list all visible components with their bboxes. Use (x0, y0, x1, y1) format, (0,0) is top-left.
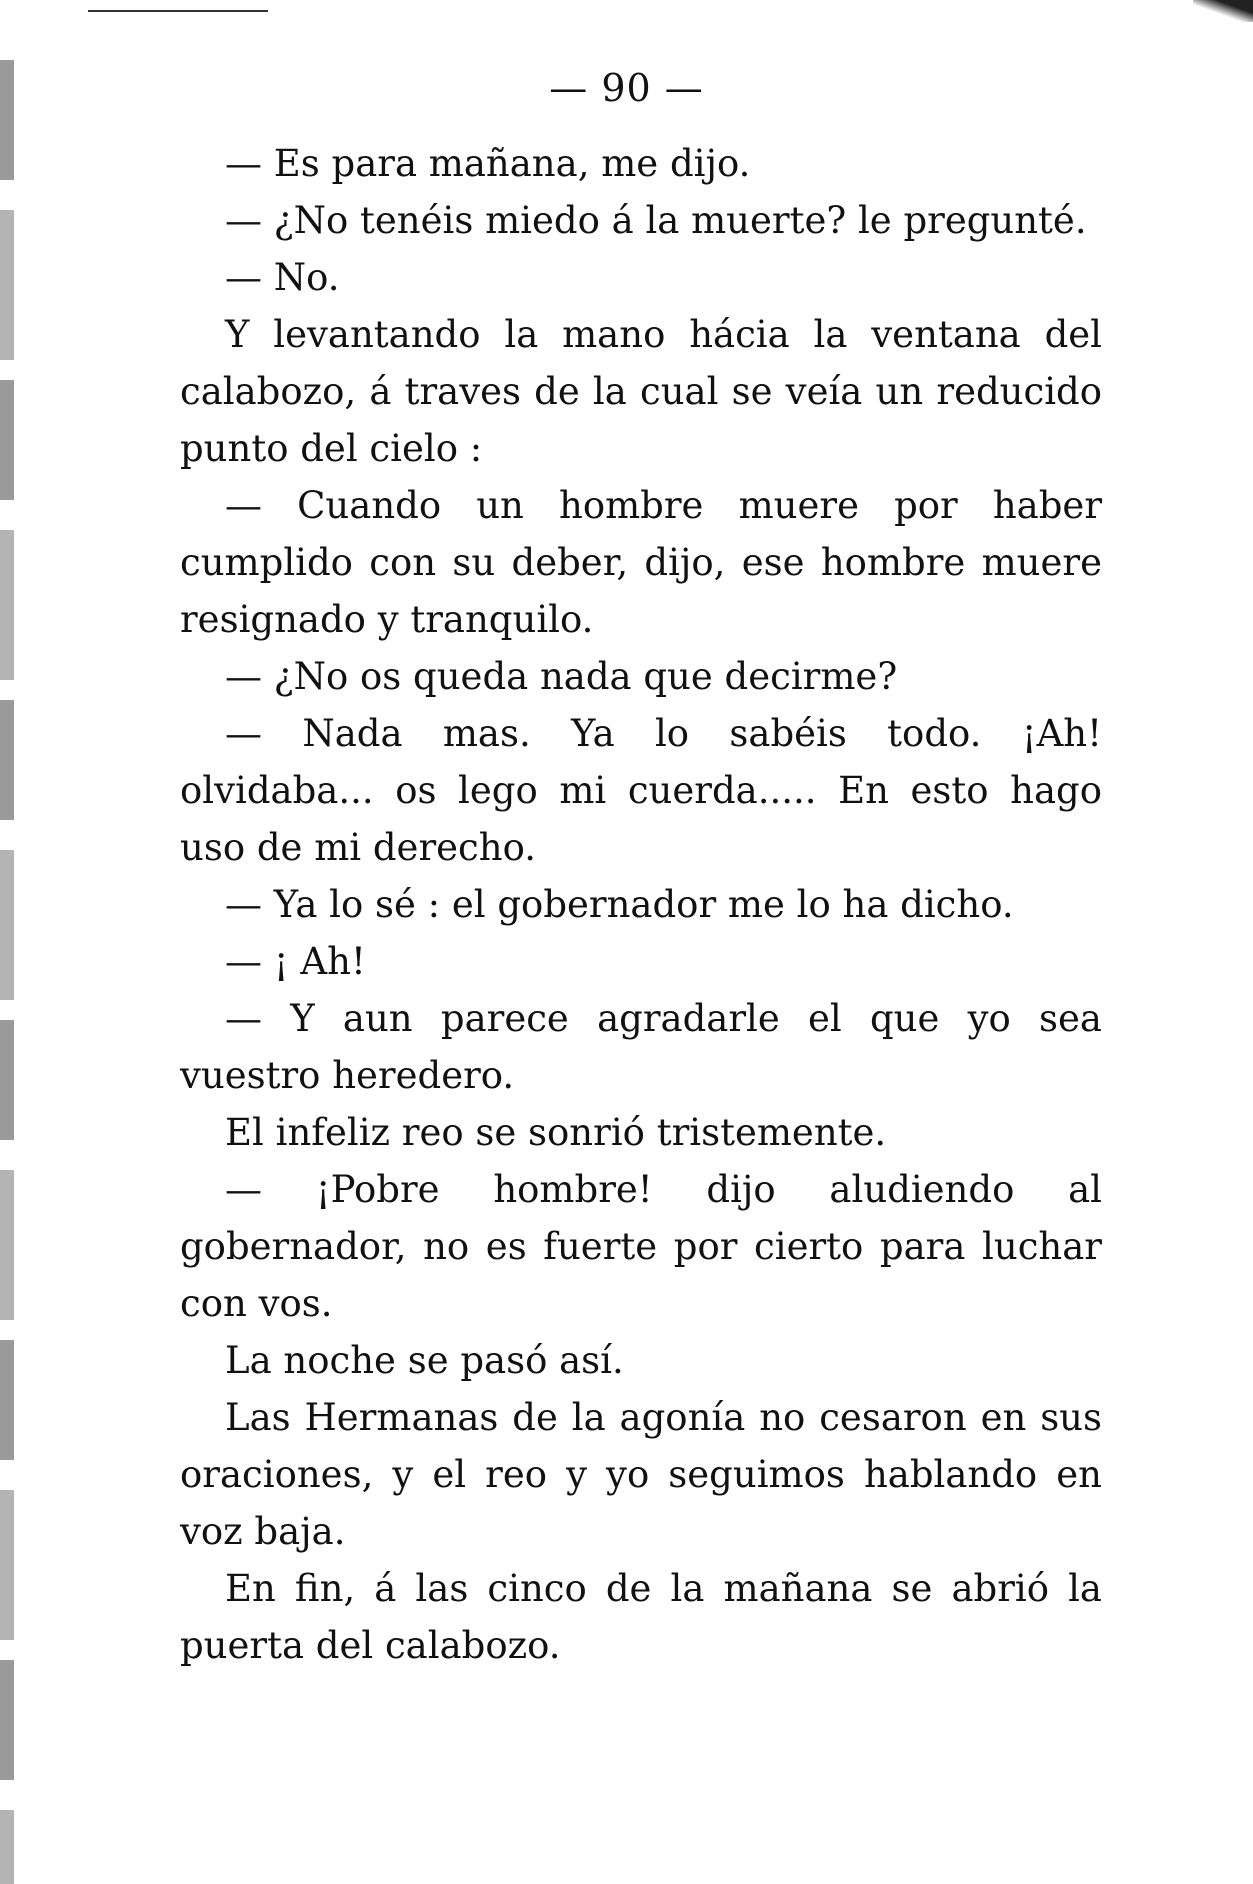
text-body (180, 135, 1102, 1674)
top-rule (88, 10, 268, 12)
paragraph: — ¿No tenéis miedo á la muerte? le pregunté. (225, 199, 1087, 242)
paragraph: — ¿No os queda nada que decirme? (225, 655, 898, 698)
paragraph: La noche se pasó así. (225, 1339, 624, 1382)
corner-mark (1193, 0, 1253, 22)
paragraph: — No. (225, 256, 340, 299)
paragraph: — Ya lo sé : el gobernador me lo ha dicho. (225, 883, 1014, 926)
paragraph: Y levantando la mano hácia la ventana del calabozo, á traves de la cual se veía un reducido punto del cielo : (180, 313, 1102, 470)
paragraph: — Es para mañana, me dijo. (225, 142, 751, 185)
paragraph: — Nada mas. Ya lo sabéis todo. ¡Ah! olvidaba... os lego mi cuerda..... En esto hago uso de mi derecho. (180, 712, 1102, 869)
paragraph: — ¡ Ah! (225, 940, 366, 983)
paragraph: En fin, á las cinco de la mañana se abrió la puerta del calabozo. (180, 1567, 1102, 1667)
paragraph: — Cuando un hombre muere por haber cumplido con su deber, dijo, ese hombre muere resignado y tranquilo. (180, 484, 1102, 641)
paragraph: — Y aun parece agradarle el que yo sea vuestro heredero. (180, 997, 1102, 1097)
paragraph: El infeliz reo se sonrió tristemente. (225, 1111, 887, 1154)
binding-edge (0, 60, 14, 1884)
paragraph: — ¡Pobre hombre! dijo aludiendo al gobernador, no es fuerte por cierto para luchar con vos. (180, 1168, 1102, 1325)
paragraph: Las Hermanas de la agonía no cesaron en sus oraciones, y el reo y yo seguimos hablando en voz baja. (180, 1396, 1102, 1553)
page-number: — 90 — (549, 66, 704, 110)
